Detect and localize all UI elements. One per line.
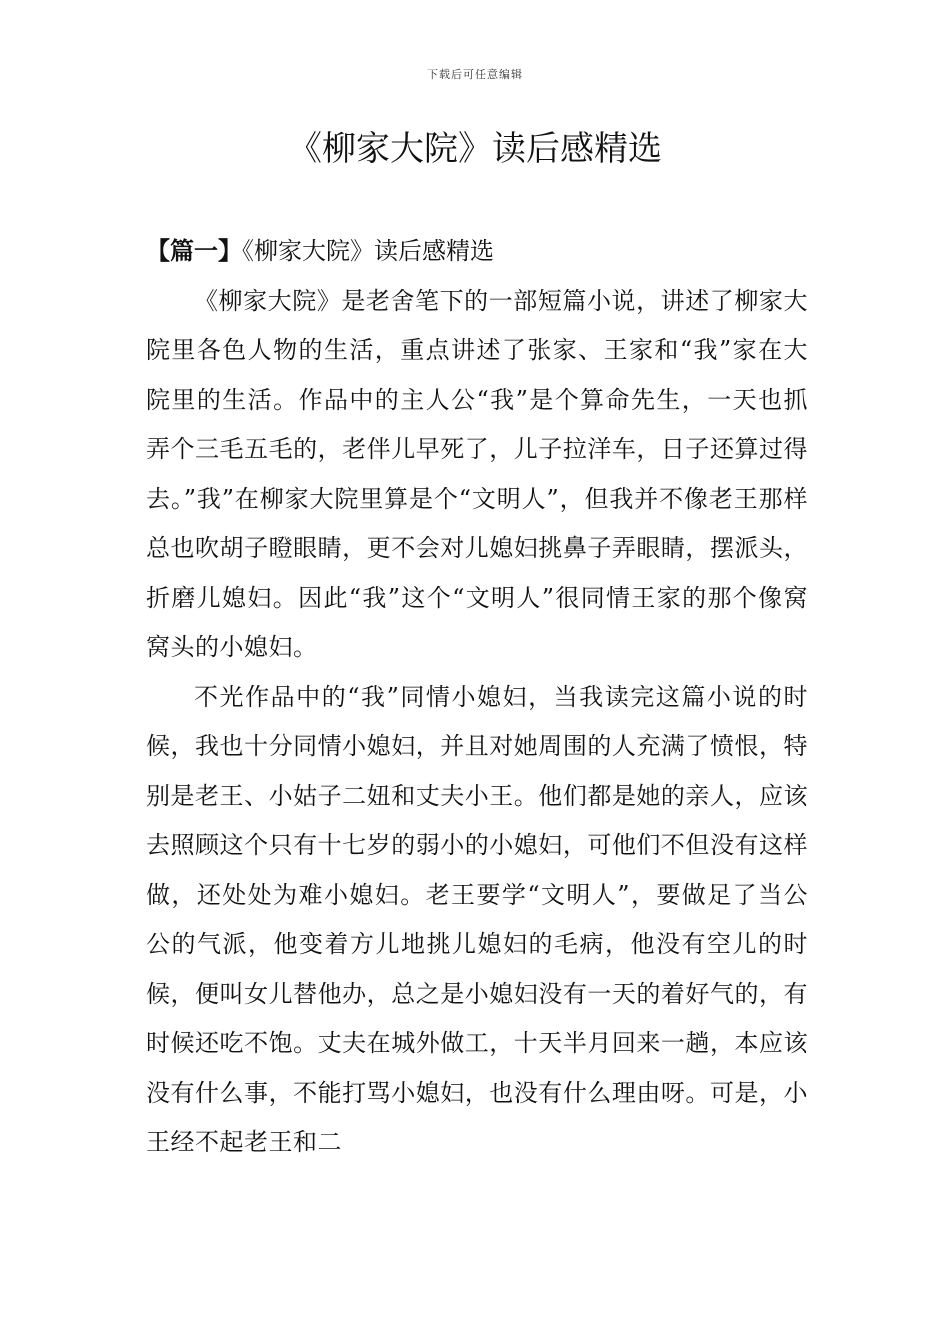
section-title: 《柳家大院》读后感精选 xyxy=(242,237,494,265)
document-body xyxy=(146,226,808,1168)
paragraph-2: 不光作品中的“我”同情小媳妇，当我读完这篇小说的时候，我也十分同情小媳妇，并且对她周围的人充满了愤恨，特别是老王、小姑子二妞和丈夫小王。他们都是她的亲人，应该去照顾这个只有十七岁的弱小的小媳妇，可他们不但没有这样做，还处处为难小媳妇。老王要学“文明人”，要做足了当公公的气派，他变着方儿地挑儿媳妇的毛病，他没有空儿的时候，便叫女儿替他办，总之是小媳妇没有一天的着好气的，有时候还吃不饱。丈夫在城外做工，十天半月回来一趟，本应该没有什么事，不能打骂小媳妇，也没有什么理由呀。可是，小王经不起老王和二 xyxy=(146,682,808,1156)
paragraph-1: 《柳家大院》是老舍笔下的一部短篇小说，讲述了柳家大院里各色人物的生活，重点讲述了张家、王家和“我”家在大院里的生活。作品中的主人公“我”是个算命先生，一天也抓弄个三毛五毛的，老伴儿早死了，儿子拉洋车，日子还算过得去。”我”在柳家大院里算是个“文明人”，但我并不像老王那样总也吹胡子瞪眼睛，更不会对儿媳妇挑鼻子弄眼睛，摆派头，折磨儿媳妇。因此“我”这个“文明人”很同情王家的那个像窝窝头的小媳妇。 xyxy=(146,286,808,661)
section-heading xyxy=(146,226,808,277)
section-label: 【篇一】 xyxy=(146,236,242,265)
document-title: 《柳家大院》读后感精选 xyxy=(288,129,662,169)
header-note: 下载后可任意编辑 xyxy=(427,68,523,81)
